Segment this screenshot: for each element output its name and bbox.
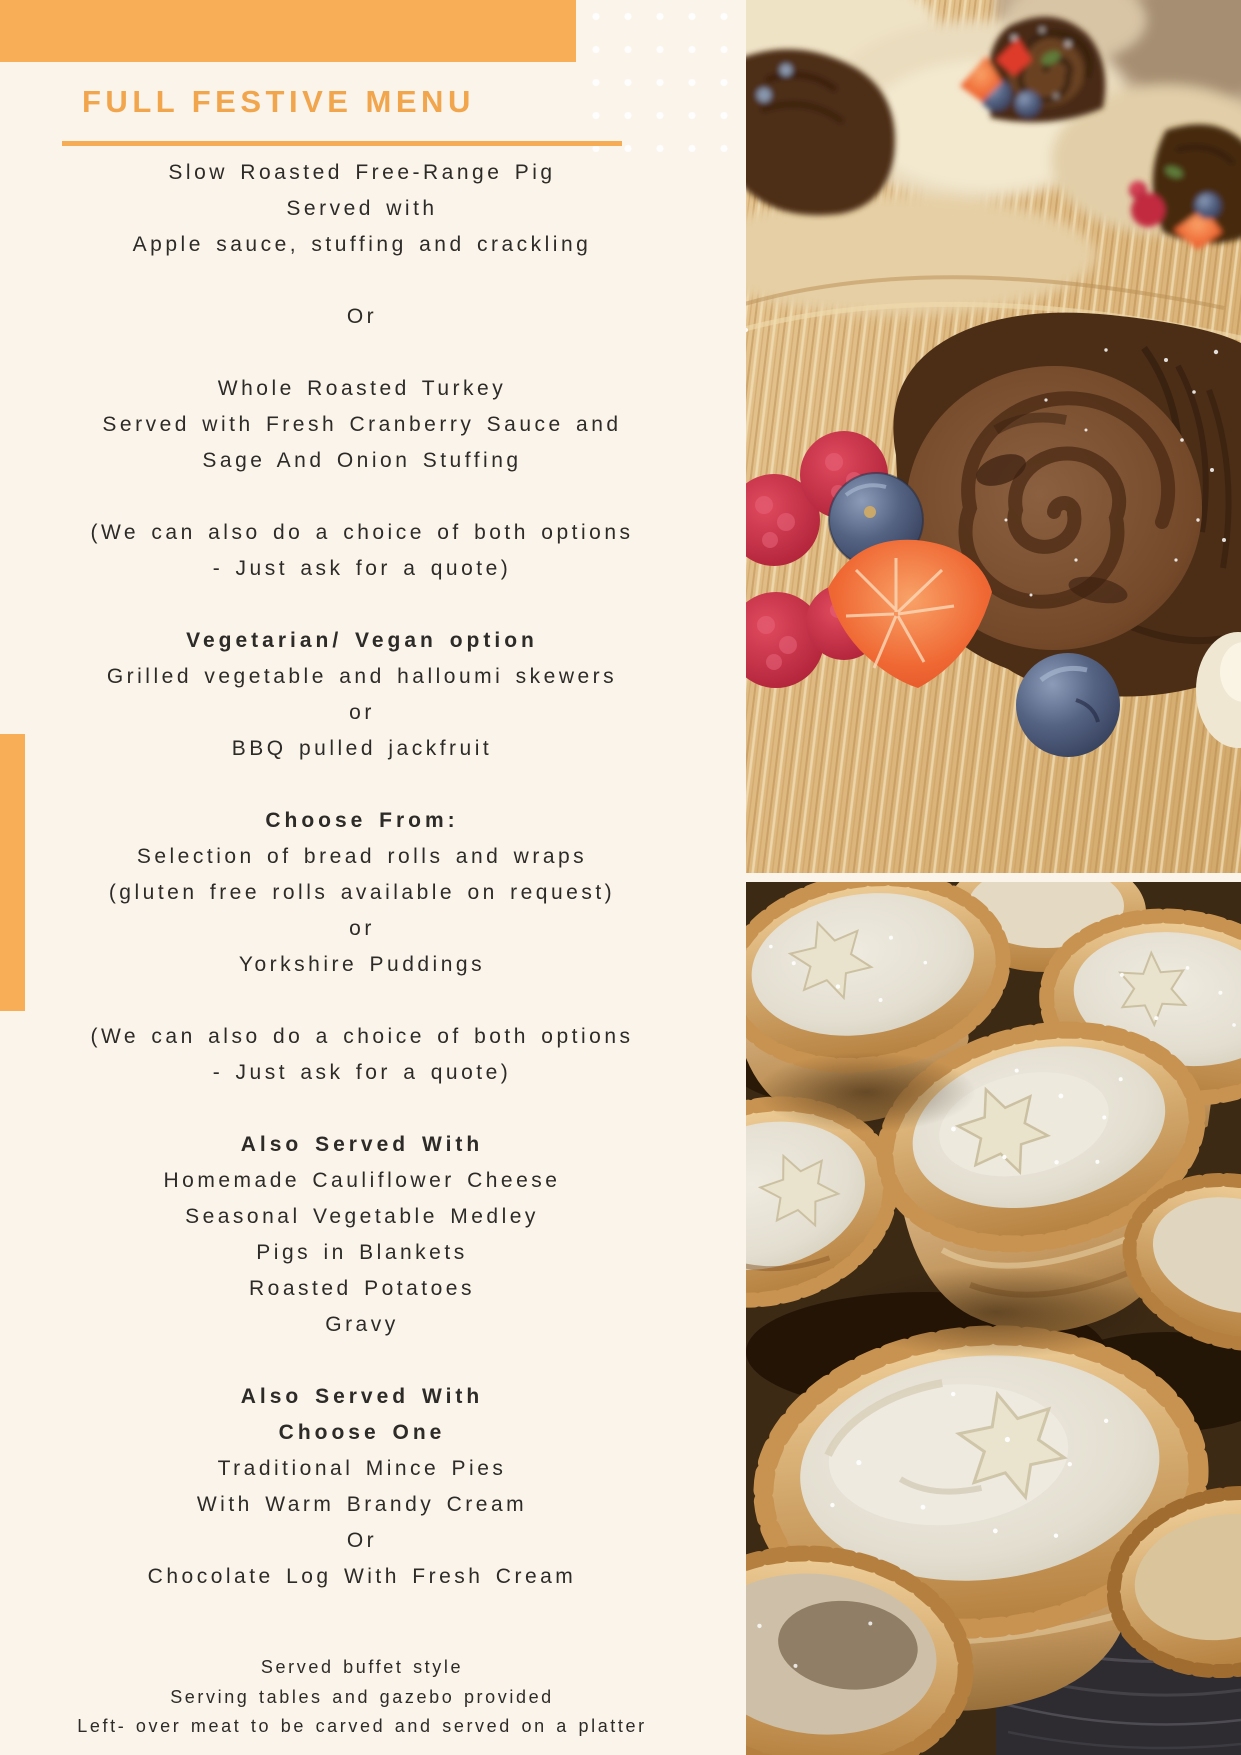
menu-line: Apple sauce, stuffing and crackling — [132, 233, 592, 256]
menu-line: Grilled vegetable and halloumi skewers — [106, 665, 618, 688]
menu-line: Slow Roasted Free-Range Pig — [168, 161, 556, 184]
menu-line: Served with — [286, 197, 438, 220]
menu-line: Gravy — [325, 1313, 399, 1336]
menu-line — [20, 587, 704, 623]
menu-line — [20, 983, 704, 1019]
footer-notes — [20, 1653, 704, 1742]
dot-pattern — [574, 0, 746, 176]
menu-line: (We can also do a choice of both options — [90, 521, 634, 544]
menu-line: Seasonal Vegetable Medley — [185, 1205, 539, 1228]
menu-line: Choose From: — [265, 809, 459, 832]
menu-line: Homemade Cauliflower Cheese — [163, 1169, 561, 1192]
menu-line: Pigs in Blankets — [256, 1241, 468, 1264]
title-underline — [62, 141, 622, 146]
menu-line: Choose One — [278, 1421, 446, 1444]
menu-line: Whole Roasted Turkey — [217, 377, 507, 400]
photo-mince-pies — [746, 882, 1241, 1755]
menu-line: Served with Fresh Cranberry Sauce and — [102, 413, 622, 436]
menu-line: (We can also do a choice of both options — [90, 1025, 634, 1048]
menu-line — [20, 263, 704, 299]
menu-line — [20, 335, 704, 371]
menu-line — [20, 1343, 704, 1379]
menu-line: Also Served With — [240, 1133, 484, 1156]
menu-line: Selection of bread rolls and wraps — [136, 845, 588, 868]
menu-line: Sage And Onion Stuffing — [202, 449, 522, 472]
menu-line: Traditional Mince Pies — [217, 1457, 507, 1480]
menu-line: Or — [346, 305, 378, 328]
menu-line: or — [349, 701, 375, 724]
menu-line: Vegetarian/ Vegan option — [186, 629, 538, 652]
menu-line — [20, 479, 704, 515]
footer-line: Serving tables and gazebo provided — [170, 1686, 554, 1707]
menu-line: or — [349, 917, 375, 940]
menu-line: With Warm Brandy Cream — [196, 1493, 528, 1516]
page-title: FULL FESTIVE MENU — [82, 84, 475, 119]
menu-line: Yorkshire Puddings — [238, 953, 486, 976]
footer-line: Left- over meat to be carved and served on a platter — [77, 1716, 647, 1736]
menu-line: - Just ask for a quote) — [212, 1061, 512, 1084]
menu-line — [20, 767, 704, 803]
header-accent-bar — [0, 0, 576, 62]
menu-line: (gluten free rolls available on request) — [108, 881, 616, 904]
menu-line: Chocolate Log With Fresh Cream — [147, 1565, 577, 1588]
menu-line: Or — [346, 1529, 378, 1552]
menu-line: Also Served With — [240, 1385, 484, 1408]
footer-line: Served buffet style — [260, 1657, 464, 1677]
menu-line: Roasted Potatoes — [249, 1277, 475, 1300]
menu-line — [20, 1091, 704, 1127]
menu-text — [20, 155, 704, 1595]
photo-chocolate-log — [746, 0, 1241, 873]
menu-line: BBQ pulled jackfruit — [231, 737, 493, 760]
menu-line: - Just ask for a quote) — [212, 557, 512, 580]
